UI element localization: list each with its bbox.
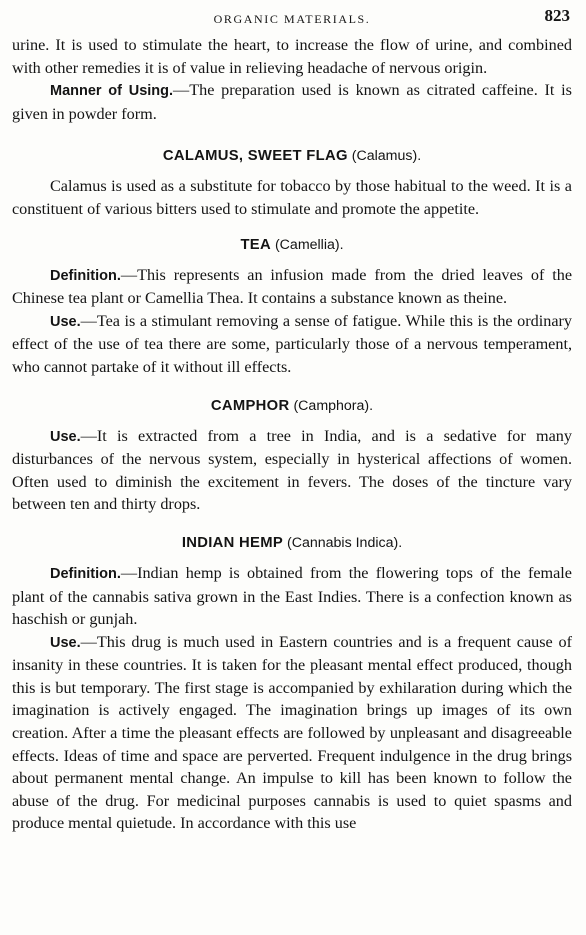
camphor-section (12, 397, 572, 516)
running-head (12, 0, 572, 34)
manner-of-using-text: —The preparation used is known as citrated caffeine. It is given in powder form. (12, 81, 572, 123)
indian-hemp-use-text: —This drug is much used in Eastern countries and is a frequent cause of insanity in these countries. It is taken for the pleasant mental effect produced, though this is but temporary. The first stage is accompanied by exhilaration during which the imagination is actively engaged. The imagination brings up images of its own creation. After a time the pleasant effects are followed by unpleasant and disagreeable effects. Ideas of time and space are perverted. Frequent indulgence in the drug brings about permanent mental change. An impulse to kill has been known to follow the abuse of the drug. For medicinal purposes cannabis is used to quiet spasms and produce mental quietude. In accordance with this use (12, 632, 572, 833)
indian-hemp-latin: (Cannabis Indica). (287, 534, 403, 551)
tea-use-text: —Tea is a stimulant removing a sense of fatigue. While this is the ordinary effect of the use of tea there are some, particularly those of a nervous temperament, who cannot partake of it without ill effects. (12, 311, 572, 376)
indian-hemp-definition-label: Definition. (50, 565, 121, 582)
calamus-section (12, 147, 572, 220)
tea-latin: (Camellia). (274, 236, 344, 253)
caffeine-manner-paragraph (12, 79, 572, 125)
camphor-title: CAMPHOR (210, 397, 290, 414)
camphor-use-label: Use. (50, 428, 81, 445)
tea-section (12, 236, 572, 379)
page-number: 823 (544, 6, 570, 25)
tea-definition-label: Definition. (50, 267, 121, 284)
camphor-latin: (Camphora). (293, 397, 374, 414)
calamus-paragraph: Calamus is used as a substitute for tobacco by those habitual to the weed. It is a constituent of various bitters used to stimulate and promote the appetite. (12, 177, 572, 218)
calamus-heading (12, 147, 572, 165)
indian-hemp-heading (12, 534, 572, 552)
running-title: ORGANIC MATERIALS. (213, 12, 371, 26)
indian-hemp-use-label: Use. (50, 634, 81, 651)
indian-hemp-title: INDIAN HEMP (181, 534, 283, 551)
manner-of-using-label: Manner of Using. (50, 83, 174, 100)
caffeine-section (12, 34, 572, 125)
tea-title: TEA (240, 236, 271, 253)
calamus-latin: (Calamus). (351, 148, 422, 165)
tea-definition-text: —This represents an infusion made from the dried leaves of the Chinese tea plant or Camellia Thea. It contains a substance known as theine. (12, 265, 572, 308)
camphor-heading (12, 397, 572, 415)
tea-heading (12, 236, 572, 254)
indian-hemp-definition-text: —Indian hemp is obtained from the flowering tops of the female plant of the cannabis sativa grown in the East Indies. There is a confection known as haschish or gunjah. (12, 563, 572, 629)
camphor-use-text: —It is extracted from a tree in India, and is a sedative for many disturbances of the nervous system, especially in hysterical affections of women. Often used to diminish the excitement in fevers. The doses of the tincture vary between ten and thirty drops. (12, 426, 572, 514)
camphor-use-paragraph (12, 425, 572, 516)
tea-use-label: Use. (50, 313, 81, 330)
caffeine-continuation: urine. It is used to stimulate the heart, to increase the flow of urine, and combined with other remedies it is of value in relieving headache of nervous origin. (12, 36, 572, 77)
tea-definition-paragraph (12, 264, 572, 310)
indian-hemp-section (12, 534, 572, 835)
indian-hemp-use-paragraph (12, 631, 572, 835)
indian-hemp-definition-paragraph (12, 562, 572, 631)
tea-use-paragraph (12, 310, 572, 379)
calamus-title: CALAMUS, SWEET FLAG (162, 148, 348, 165)
